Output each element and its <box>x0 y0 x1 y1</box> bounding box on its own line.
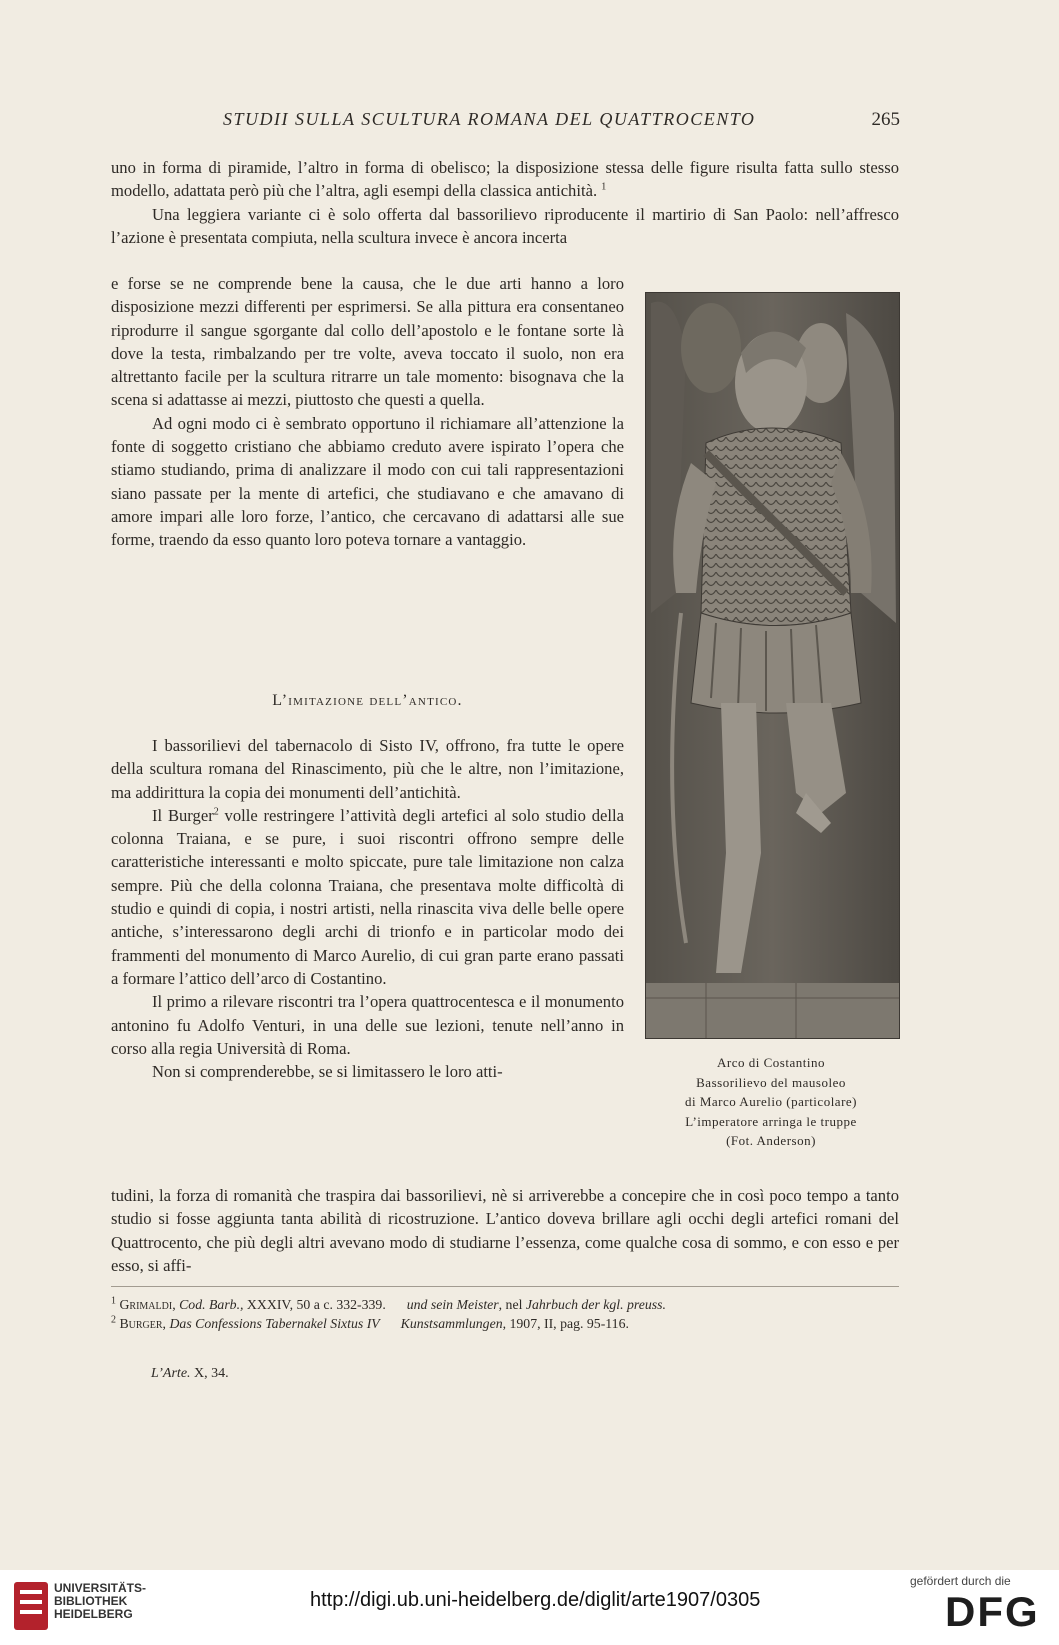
paragraph-3: Ad ogni modo ci è sembrato opportuno il richiamare all’attenzione la fonte di soggetto cristiano che abbiamo creduto avere ispirato l’opera che stiamo studiando, prima di analizzare il modo con cui tali rappresentazioni siano passate per la mente di artefici, che studiavano e che amavano di amore impari alle loro forze, l’antico, che cercavano di adattarsi alle sue forme, traendo da esso quanto loro poteva tornare a vantaggio. <box>111 413 624 550</box>
footnote-rule <box>111 1286 899 1287</box>
caption-line-2: Bassorilievo del mausoleo <box>696 1074 846 1090</box>
soldier-relief-illustration <box>646 293 899 1038</box>
caption-line-3: di Marco Aurelio (particolare) <box>684 1094 857 1109</box>
library-name: UNIVERSITÄTS- BIBLIOTHEK HEIDELBERG <box>54 1581 147 1621</box>
paragraph-2-start: Una leggiera variante ci è solo offerta dal bassorilievo riproducente il martirio di San Paolo: nell’affresco l’azione è presentata compiuta, nella scultura invece è ancora incerta <box>111 204 899 247</box>
paragraph-column-2 <box>111 734 624 1083</box>
funder-note: gefördert durch die <box>910 1574 1011 1588</box>
paragraph-4: I bassorilievi del tabernacolo di Sisto IV, offrono, fra tutte le opere della scultura romana del Rinascimento, più che le altre, non l’imitazione, ma addirittura la copia dei monumenti dell’antichità. <box>111 736 624 802</box>
paragraph-column-1 <box>111 272 624 552</box>
page-number: 265 <box>871 109 900 130</box>
figure-caption <box>640 1053 902 1151</box>
footnote-ref-1: 1 <box>601 181 607 193</box>
running-title: STUDII SULLA SCULTURA ROMANA DEL QUATTROCENTO <box>223 109 756 129</box>
permalink[interactable]: http://digi.ub.uni-heidelberg.de/diglit/arte1907/0305 <box>310 1589 761 1611</box>
footnotes <box>111 1295 899 1333</box>
caption-line-4: L’imperatore arringa le truppe <box>685 1113 857 1129</box>
paragraph-5: Il Burger$^2$ volle restringere l’attività degli artefici al solo studio della colonna Traiana, e se pure, i suoi riscontri offrono sempre delle caratteristiche interessanti e molto spiccate, pure tale limitazione non calza sempre. Più che della colonna Traiana, che presentava molte difficoltà di studio e quindi di copia, i nostri artisti, nella rinascita viva delle belle opere antiche, s’interessarono degli archi di trionfo e in particolar modo dei frammenti del monumento di Marco Aurelio, di cui gran parte erano passati a formare l’attico dell’arco di Costantino. <box>111 805 624 988</box>
paragraph-top <box>111 156 899 249</box>
paragraph-6: Il primo a rilevare riscontri tra l’opera quattrocentesca e il monumento antonino fu Adolfo Venturi, in una delle sue lezioni, tenute nell’anno in corso alla regia Università di Roma. <box>111 992 624 1058</box>
footnote-ref-2: 2 <box>213 806 219 818</box>
footnote-2: $^2$ Burger, Das Confessions Tabernakel Sixtus IV Kunstsammlungen, 1907, II, pag. 95-116. <box>111 1314 629 1331</box>
paragraph-bottom <box>111 1184 899 1277</box>
dfg-logo: DFG <box>945 1588 1040 1635</box>
running-head <box>110 109 900 137</box>
relief-photograph <box>645 292 900 1039</box>
journal-signature: L’Arte. X, 34. <box>151 1366 229 1381</box>
paragraph-2-rest: e forse se ne comprende bene la causa, che le due arti hanno a loro disposizione mezzi differenti per esprimersi. Se alla pittura era consentaneo riprodurre il sangue sgorgante dal collo dell’apostolo e le fontane sorte là dove la testa, rimbalzando per tre volte, aveva toccato il suolo, non era altrettanto facile per la scultura ritrarre un tale momento: bisognava che la scena si adattasse ai mezzi, piuttosto che questi a quella. <box>111 274 624 410</box>
paragraph-1: uno in forma di piramide, l’altro in forma di obelisco; la disposizione stessa delle figure risulta fatta sullo stesso modello, adattata però più che l’altra, agli esempi della classica antichità. $^1$ <box>111 158 899 201</box>
paragraph-7-rest: tudini, la forza di romanità che traspira dai bassorilievi, nè si arriverebbe a concepire che in così poco tempo a tanto studio si fosse aggiunta tanta abilità di ricostruzione. L’antico doveva brillare agli occhi degli artefici romani del Quattrocento, che più degli altri avevano modo di studiarne l’essenza, come qualche cosa di sommo, e con esso e per esso, si affi- <box>111 1186 899 1275</box>
section-heading: L’imitazione dell’antico. <box>272 692 463 709</box>
footnote-1: $^1$ Grimaldi, Cod. Barb., XXXIV, 50 a c. 332-339. und sein Meister, nel Jahrbuch der kgl. preuss. <box>111 1295 666 1312</box>
caption-line-5: (Fot. Anderson) <box>726 1133 816 1148</box>
caption-line-1: Arco di Costantino <box>717 1055 825 1070</box>
paragraph-7-start: Non si comprenderebbe, se si limitassero le loro atti- <box>152 1062 503 1082</box>
university-seal-icon <box>12 1580 50 1637</box>
digitization-footer <box>0 1570 1059 1645</box>
